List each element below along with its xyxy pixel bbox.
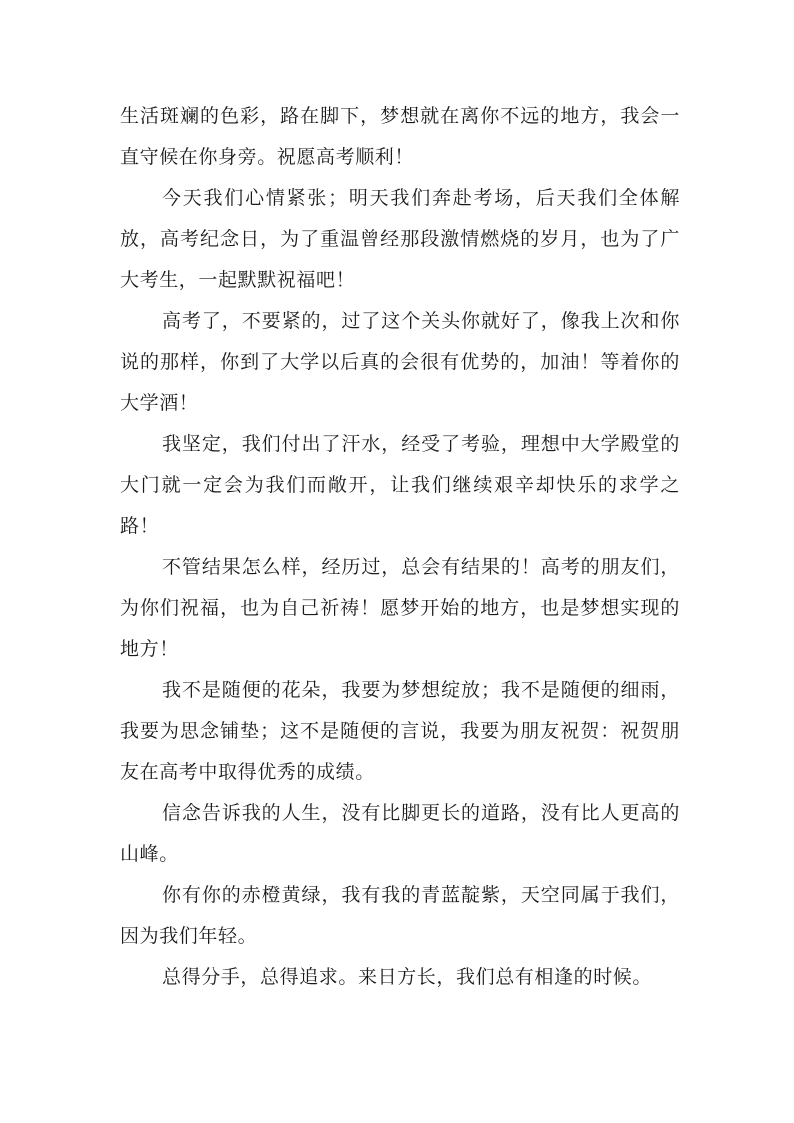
paragraph-4: 我坚定，我们付出了汗水，经受了考验，理想中大学殿堂的大门就一定会为我们而敞开，让我们继续艰辛却快乐的求学之路！ [120,433,680,537]
paragraph-2: 今天我们心情紧张；明天我们奔赴考场，后天我们全体解放，高考纪念日，为了重温曾经那段激情燃烧的岁月，也为了广大考生，一起默默祝福吧！ [120,187,680,291]
paragraph-1: 生活斑斓的色彩，路在脚下，梦想就在离你不远的地方，我会一直守候在你身旁。祝愿高考顺利！ [120,105,680,168]
paragraph-8: 你有你的赤橙黄绿，我有我的青蓝靛紫，天空同属于我们，因为我们年轻。 [120,884,680,947]
paragraph-3: 高考了，不要紧的，过了这个关头你就好了，像我上次和你说的那样，你到了大学以后真的会很有优势的，加油！等着你的大学酒！ [120,310,680,414]
paragraph-9: 总得分手，总得追求。来日方长，我们总有相逢的时候。 [162,966,653,988]
paragraph-5: 不管结果怎么样，经历过，总会有结果的！高考的朋友们，为你们祝福，也为自己祈祷！愿梦开始的地方，也是梦想实现的地方！ [120,556,680,660]
paragraph-7: 信念告诉我的人生，没有比脚更长的道路，没有比人更高的山峰。 [120,802,680,865]
paragraph-6: 我不是随便的花朵，我要为梦想绽放；我不是随便的细雨，我要为思念铺垫；这不是随便的言说，我要为朋友祝贺：祝贺朋友在高考中取得优秀的成绩。 [120,679,680,783]
document-body [120,96,680,998]
